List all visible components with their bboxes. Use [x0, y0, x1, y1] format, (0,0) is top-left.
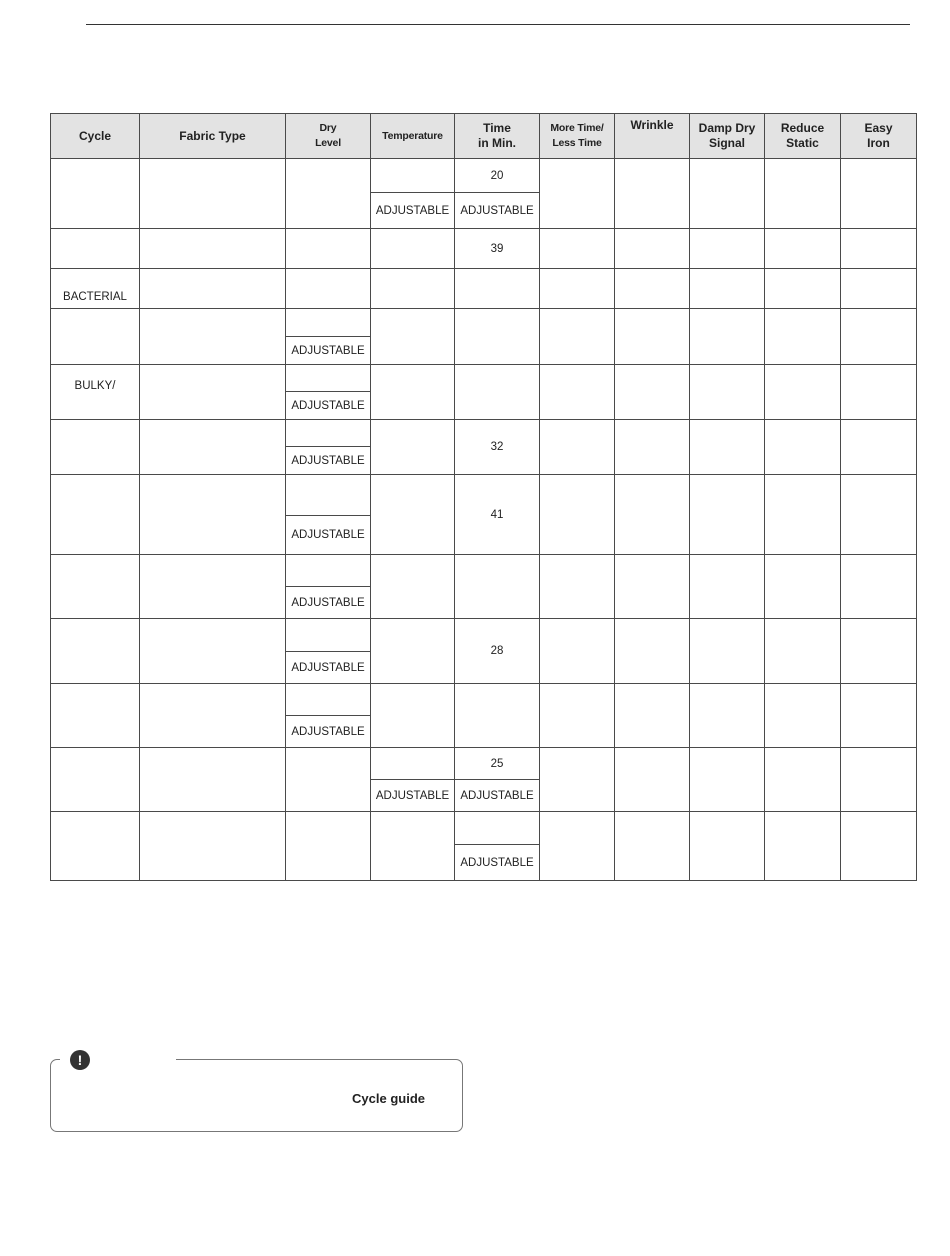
easy-iron-cell: [841, 269, 917, 309]
dry-level-cell: ADJUSTABLE: [286, 587, 371, 619]
time-cell: [455, 269, 540, 309]
reduce-static-cell: [765, 475, 841, 555]
damp-dry-cell: [690, 555, 765, 619]
note-box: [50, 1052, 463, 1132]
damp-dry-cell: [690, 365, 765, 420]
time-cell: [455, 684, 540, 748]
cycle-guide-table: [50, 113, 917, 881]
time-cell: [455, 555, 540, 619]
damp-dry-cell: [690, 748, 765, 812]
easy-iron-cell: [841, 684, 917, 748]
more-less-time-cell: [540, 684, 615, 748]
easy-iron-cell: [841, 420, 917, 475]
wrinkle-cell: [615, 365, 690, 420]
cycle-cell: [51, 475, 140, 555]
fabric-type-cell: [140, 475, 286, 555]
cycle-cell: BACTERIAL: [51, 269, 140, 309]
wrinkle-cell: [615, 269, 690, 309]
table-row: [51, 619, 917, 652]
dry-level-cell: ADJUSTABLE: [286, 392, 371, 420]
time-cell: 25: [455, 748, 540, 780]
table-row: [51, 229, 917, 269]
more-less-time-cell: [540, 159, 615, 229]
cycle-cell: [51, 748, 140, 812]
reduce-static-cell: [765, 365, 841, 420]
table-row: [51, 812, 917, 845]
time-cell: 28: [455, 619, 540, 684]
dry-level-cell: [286, 159, 371, 229]
temperature-cell: [371, 812, 455, 881]
easy-iron-cell: [841, 365, 917, 420]
wrinkle-cell: [615, 475, 690, 555]
temperature-cell: [371, 684, 455, 748]
dry-level-cell: [286, 269, 371, 309]
fabric-type-cell: [140, 619, 286, 684]
time-cell: ADJUSTABLE: [455, 845, 540, 881]
cycle-cell: [51, 555, 140, 619]
time-cell: 41: [455, 475, 540, 555]
header-damp-dry-signal: Damp Dry Signal: [690, 114, 765, 159]
more-less-time-cell: [540, 619, 615, 684]
easy-iron-cell: [841, 812, 917, 881]
fabric-type-cell: [140, 159, 286, 229]
reduce-static-cell: [765, 555, 841, 619]
time-cell: [455, 309, 540, 365]
damp-dry-cell: [690, 475, 765, 555]
dry-level-cell: ADJUSTABLE: [286, 447, 371, 475]
easy-iron-cell: [841, 229, 917, 269]
table-row: [51, 555, 917, 587]
temperature-cell: [371, 365, 455, 420]
temperature-cell: [371, 748, 455, 780]
dry-level-cell: [286, 475, 371, 516]
more-less-time-cell: [540, 269, 615, 309]
dry-level-cell: ADJUSTABLE: [286, 716, 371, 748]
temperature-cell: ADJUSTABLE: [371, 193, 455, 229]
dry-level-cell: ADJUSTABLE: [286, 337, 371, 365]
easy-iron-cell: [841, 159, 917, 229]
table-row: [51, 365, 917, 392]
more-less-time-cell: [540, 812, 615, 881]
temperature-cell: [371, 309, 455, 365]
top-rule: [86, 24, 910, 25]
reduce-static-cell: [765, 619, 841, 684]
easy-iron-cell: [841, 555, 917, 619]
time-cell: [455, 365, 540, 420]
wrinkle-cell: [615, 555, 690, 619]
reduce-static-cell: [765, 229, 841, 269]
header-row: [51, 114, 917, 159]
table-row: [51, 159, 917, 193]
wrinkle-cell: [615, 684, 690, 748]
dry-level-cell: ADJUSTABLE: [286, 516, 371, 555]
easy-iron-cell: [841, 619, 917, 684]
header-easy-iron: Easy Iron: [841, 114, 917, 159]
reduce-static-cell: [765, 684, 841, 748]
more-less-time-cell: [540, 555, 615, 619]
temperature-cell: [371, 229, 455, 269]
time-cell: 32: [455, 420, 540, 475]
reduce-static-cell: [765, 159, 841, 229]
fabric-type-cell: [140, 229, 286, 269]
dry-level-cell: [286, 309, 371, 337]
table-row: [51, 420, 917, 447]
header-wrinkle: Wrinkle: [615, 114, 690, 159]
table-row: [51, 269, 917, 309]
dry-level-cell: [286, 420, 371, 447]
temperature-cell: [371, 420, 455, 475]
header-cycle: Cycle: [51, 114, 140, 159]
reduce-static-cell: [765, 420, 841, 475]
temperature-cell: [371, 619, 455, 684]
temperature-cell: [371, 269, 455, 309]
cycle-cell: [51, 420, 140, 475]
time-cell: ADJUSTABLE: [455, 780, 540, 812]
header-reduce-static: Reduce Static: [765, 114, 841, 159]
dry-level-cell: [286, 555, 371, 587]
table-row: [51, 684, 917, 716]
temperature-cell: ADJUSTABLE: [371, 780, 455, 812]
damp-dry-cell: [690, 269, 765, 309]
cycle-cell: [51, 159, 140, 229]
more-less-time-cell: [540, 420, 615, 475]
fabric-type-cell: [140, 269, 286, 309]
time-cell: [455, 812, 540, 845]
fabric-type-cell: [140, 309, 286, 365]
exclamation-icon: !: [70, 1050, 90, 1070]
table-row: [51, 475, 917, 516]
fabric-type-cell: [140, 812, 286, 881]
reduce-static-cell: [765, 812, 841, 881]
wrinkle-cell: [615, 748, 690, 812]
more-less-time-cell: [540, 475, 615, 555]
header-time: Time in Min.: [455, 114, 540, 159]
wrinkle-cell: [615, 812, 690, 881]
header-temperature: Temperature: [371, 114, 455, 159]
time-cell: ADJUSTABLE: [455, 193, 540, 229]
dry-level-cell: [286, 619, 371, 652]
dry-level-cell: [286, 229, 371, 269]
fabric-type-cell: [140, 684, 286, 748]
reduce-static-cell: [765, 269, 841, 309]
cycle-cell: [51, 619, 140, 684]
reduce-static-cell: [765, 309, 841, 365]
easy-iron-cell: [841, 475, 917, 555]
more-less-time-cell: [540, 365, 615, 420]
temperature-cell: [371, 159, 455, 193]
wrinkle-cell: [615, 420, 690, 475]
damp-dry-cell: [690, 684, 765, 748]
header-fabric-type: Fabric Type: [140, 114, 286, 159]
fabric-type-cell: [140, 365, 286, 420]
temperature-cell: [371, 555, 455, 619]
damp-dry-cell: [690, 420, 765, 475]
time-cell: 39: [455, 229, 540, 269]
damp-dry-cell: [690, 159, 765, 229]
table-row: [51, 309, 917, 337]
cycle-cell: [51, 684, 140, 748]
wrinkle-cell: [615, 229, 690, 269]
cycle-cell: BULKY/: [51, 365, 140, 420]
fabric-type-cell: [140, 748, 286, 812]
easy-iron-cell: [841, 748, 917, 812]
dry-level-cell: [286, 684, 371, 716]
damp-dry-cell: [690, 309, 765, 365]
wrinkle-cell: [615, 619, 690, 684]
cycle-cell: [51, 229, 140, 269]
wrinkle-cell: [615, 159, 690, 229]
temperature-cell: [371, 475, 455, 555]
cycle-cell: [51, 812, 140, 881]
wrinkle-cell: [615, 309, 690, 365]
header-dry-level: Dry Level: [286, 114, 371, 159]
dry-level-cell: [286, 748, 371, 812]
fabric-type-cell: [140, 555, 286, 619]
easy-iron-cell: [841, 309, 917, 365]
reduce-static-cell: [765, 748, 841, 812]
more-less-time-cell: [540, 229, 615, 269]
damp-dry-cell: [690, 229, 765, 269]
dry-level-cell: [286, 365, 371, 392]
more-less-time-cell: [540, 748, 615, 812]
table-row: [51, 748, 917, 780]
damp-dry-cell: [690, 619, 765, 684]
dry-level-cell: [286, 812, 371, 881]
more-less-time-cell: [540, 309, 615, 365]
time-cell: 20: [455, 159, 540, 193]
fabric-type-cell: [140, 420, 286, 475]
cycle-cell: [51, 309, 140, 365]
dry-level-cell: ADJUSTABLE: [286, 652, 371, 684]
note-text: Cycle guide: [352, 1091, 425, 1106]
damp-dry-cell: [690, 812, 765, 881]
header-more-less-time: More Time/ Less Time: [540, 114, 615, 159]
